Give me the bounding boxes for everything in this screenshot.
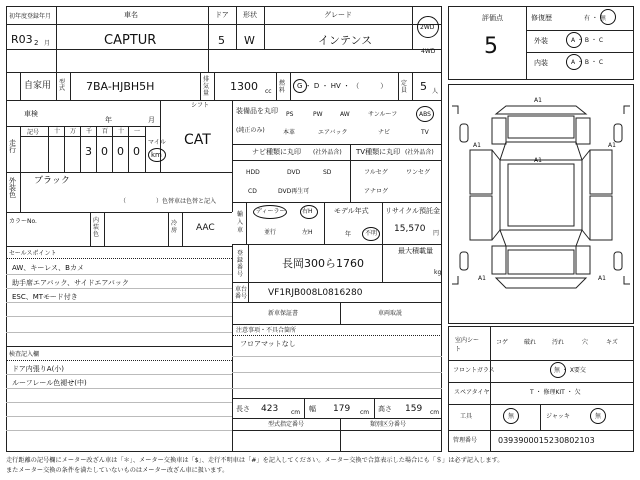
- damage-mark-roof: A1: [534, 157, 542, 164]
- digit-header-6: 一: [134, 128, 141, 135]
- km-label: km: [151, 151, 162, 159]
- model-year-unknown: 不明: [365, 230, 378, 237]
- seat-burn: コゲ: [496, 339, 509, 346]
- sales-point-1: AW、キーレス、Bカメ: [12, 264, 84, 272]
- interior-grade-label: 内装: [534, 59, 548, 67]
- drive-2wd: 2WD: [420, 24, 435, 31]
- equipment-title: 装備品を丸印: [236, 107, 278, 115]
- type-label: 型式: [59, 79, 66, 92]
- length-value: 423: [261, 404, 279, 414]
- capacity-unit: 人: [432, 88, 439, 95]
- equipment-subtitle: (純正のみ): [236, 127, 265, 134]
- model-year-unit: 年: [345, 231, 352, 238]
- seat-stain: 汚れ: [552, 339, 565, 346]
- repair-options: 有 ・ 無: [584, 15, 606, 22]
- digit-header-1: 十: [54, 128, 61, 135]
- width-label: 幅: [309, 405, 316, 413]
- equip-aw: AW: [340, 111, 350, 118]
- model-year-label: モデル年式: [334, 207, 369, 215]
- cc-unit: cc: [265, 88, 272, 95]
- height-value: 159: [405, 404, 423, 414]
- car-inspection-label: 車検: [24, 110, 38, 118]
- month-unit: 月: [44, 40, 51, 47]
- inspector-note-2: ルーフレール色褪せ(中): [12, 379, 87, 387]
- interior-options: A ・ B ・ C: [571, 59, 604, 66]
- equip-sunroof: サンルーフ: [368, 111, 398, 118]
- fuel-label: 燃料: [279, 80, 286, 94]
- reg-era-year: R03: [11, 33, 33, 46]
- shift-label: シフト: [191, 102, 210, 109]
- height-cm: cm: [430, 409, 440, 416]
- seat-tear: 破れ: [524, 339, 537, 346]
- management-number: 0393900015230802103: [498, 436, 595, 445]
- import-right: 右H: [302, 208, 313, 215]
- model-name: CAPTUR: [104, 33, 157, 48]
- digit-header-4: 百: [102, 128, 109, 135]
- fuel-options: G ・ D ・ HV ・ （ ）: [297, 82, 388, 90]
- digit-header-3: 千: [86, 128, 93, 135]
- reg-year-label: 初年度登録年月: [9, 13, 52, 20]
- registration-plate: 長岡300ら1760: [282, 257, 364, 270]
- spare-items: T ・ 修理KIT ・ 欠: [530, 389, 581, 396]
- equip-navi: ナビ: [378, 129, 391, 136]
- glass-items: 無 ・ X要交: [554, 367, 586, 374]
- management-label: 管理番号: [453, 437, 478, 444]
- seat-label: 室内シート: [455, 337, 480, 353]
- navi-dvd-play: DVD再生可: [278, 188, 310, 195]
- score-value: 5: [484, 34, 498, 59]
- grade-label: グレード: [324, 11, 352, 19]
- displacement-value: 1300: [230, 80, 258, 93]
- inspection-year-unit: 年: [105, 116, 112, 124]
- inspection-month-unit: 月: [148, 116, 155, 124]
- notice-label: 注意事項・不具合箇所: [236, 327, 297, 334]
- digit-5: 0: [117, 145, 124, 158]
- digit-6: 0: [133, 145, 140, 158]
- max-load-label: 最大積載量: [398, 247, 433, 255]
- damage-mark-right-rear: A1: [598, 275, 606, 282]
- recycle-label: リサイクル預託金: [385, 207, 441, 215]
- digit-4: 0: [101, 145, 108, 158]
- car-damage-diagram: [448, 84, 634, 324]
- length-label: 長さ: [236, 405, 250, 413]
- import-dealer: ディーラー: [256, 208, 286, 215]
- capacity-value: 5: [420, 80, 427, 93]
- running-label: 走行: [9, 139, 16, 154]
- sales-point-label: セールスポイント: [9, 250, 57, 257]
- repair-label: 修復歴: [531, 14, 552, 22]
- exterior-color: ブラック: [34, 176, 70, 186]
- import-left: 左H: [302, 229, 313, 236]
- equip-tv: TV: [421, 129, 429, 136]
- tools-value: 無: [508, 413, 515, 420]
- navi-dvd: DVD: [287, 169, 301, 176]
- spare-label: スペアタイヤ: [454, 389, 490, 396]
- footer-note-2: またメーター交換の条件を満たしていないものはメーター改ざん車に扱います。: [6, 467, 229, 474]
- navi-sd: SD: [323, 169, 332, 176]
- equip-abs: ABS: [419, 111, 431, 118]
- digit-3: 3: [85, 145, 92, 158]
- grade-value: インテンス: [318, 34, 373, 47]
- displacement-label: 排気量: [203, 76, 210, 97]
- width-cm: cm: [360, 409, 370, 416]
- navi-cd: CD: [248, 188, 257, 195]
- glass-label: フロントガラス: [453, 367, 495, 374]
- class-label: 類別区分番号: [370, 421, 407, 428]
- shift-value: CAT: [184, 132, 211, 148]
- digit-header-5: 十: [118, 128, 125, 135]
- notice-text: フロアマットなし: [240, 340, 296, 348]
- chassis-label: 車台番号: [235, 286, 248, 300]
- doors-label: ドア: [215, 11, 229, 19]
- color-no-label: カラーNo.: [9, 218, 37, 225]
- damage-mark-front: A1: [534, 97, 542, 104]
- mile-label: マイル: [148, 139, 166, 146]
- interior-color-label: 内装色: [93, 217, 100, 238]
- width-value: 179: [333, 404, 351, 414]
- navi-title: ナビ種類に丸印: [252, 148, 301, 156]
- warranty-label: 新車保証書: [268, 310, 299, 317]
- seat-hole: 穴: [582, 339, 589, 346]
- equip-pw: PW: [313, 111, 323, 118]
- exterior-options: A ・ B ・ C: [571, 37, 604, 44]
- doors-value: 5: [218, 34, 225, 47]
- jack-value: 無: [595, 413, 602, 420]
- tv-oneseg: ワンセグ: [406, 169, 431, 176]
- color-change-note: （ ）色替車は色替と記入: [120, 198, 217, 205]
- reg-month: 2: [34, 39, 39, 47]
- aircon-label: 冷房: [171, 220, 178, 234]
- exterior-color-label: 外装色: [9, 177, 16, 199]
- shape-label: 形状: [243, 11, 257, 19]
- chassis-number: VF1RJB008L0816280: [268, 288, 363, 298]
- tv-analog: アナログ: [364, 188, 389, 195]
- score-label: 評価点: [482, 14, 503, 22]
- note-label: 記号: [27, 129, 40, 136]
- footer-note-1: 走行距離の記号欄にメーター改ざん車は「＊」、メーター交換車は「$」、走行不明車は「#」を記入してください。メーター交換で合算表示した場合にも「＄」は必ず記入します。: [6, 457, 504, 464]
- equip-airbag: エアバック: [318, 129, 348, 136]
- recycle-yen: 円: [433, 230, 440, 237]
- navi-sub: (社外品含): [313, 149, 342, 156]
- designation-label: 型式指定番号: [268, 421, 305, 428]
- damage-mark-right-door: A1: [608, 142, 616, 149]
- recycle-amount: 15,570: [394, 224, 426, 234]
- import-label: 輸入車: [237, 211, 244, 234]
- aircon-value: AAC: [196, 223, 215, 233]
- equip-ps: PS: [286, 111, 294, 118]
- usage-label: 自家用: [24, 81, 52, 91]
- damage-mark-left-door: A1: [473, 142, 481, 149]
- navi-hdd: HDD: [246, 169, 260, 176]
- seat-scratch: キズ: [606, 339, 618, 346]
- jack-label: ジャッキ: [546, 413, 570, 420]
- model-label: 車名: [124, 11, 138, 19]
- equip-leather: 本革: [283, 129, 296, 136]
- exterior-grade-label: 外装: [534, 37, 548, 45]
- shape-value: W: [244, 34, 255, 47]
- digit-header-2: 万: [70, 128, 77, 135]
- registration-label: 登録番号: [237, 250, 244, 278]
- tools-label: 工具: [460, 413, 473, 420]
- tv-title: TV種類に丸印: [356, 148, 401, 156]
- sales-point-3: ESC、MTモード付き: [12, 293, 78, 301]
- length-cm: cm: [291, 409, 301, 416]
- capacity-label: 定員: [401, 80, 408, 94]
- sales-point-2: 助手席エアバック、サイドエアバック: [12, 279, 129, 287]
- type-code: 7BA-HJBH5H: [86, 80, 155, 93]
- manual-label: 車両取説: [378, 310, 403, 317]
- tv-sub: (社外品含): [405, 149, 434, 156]
- drive-4wd: 4WD: [421, 48, 436, 55]
- max-load-kg: kg: [434, 269, 442, 276]
- damage-mark-left-rear: A1: [478, 275, 486, 282]
- inspector-label: 検査記入欄: [9, 351, 40, 358]
- inspector-note-1: ドア内張りA(小): [12, 365, 65, 373]
- tv-fullseg: フルセグ: [364, 169, 388, 176]
- height-label: 高さ: [378, 405, 392, 413]
- import-parallel: 並行: [264, 229, 277, 236]
